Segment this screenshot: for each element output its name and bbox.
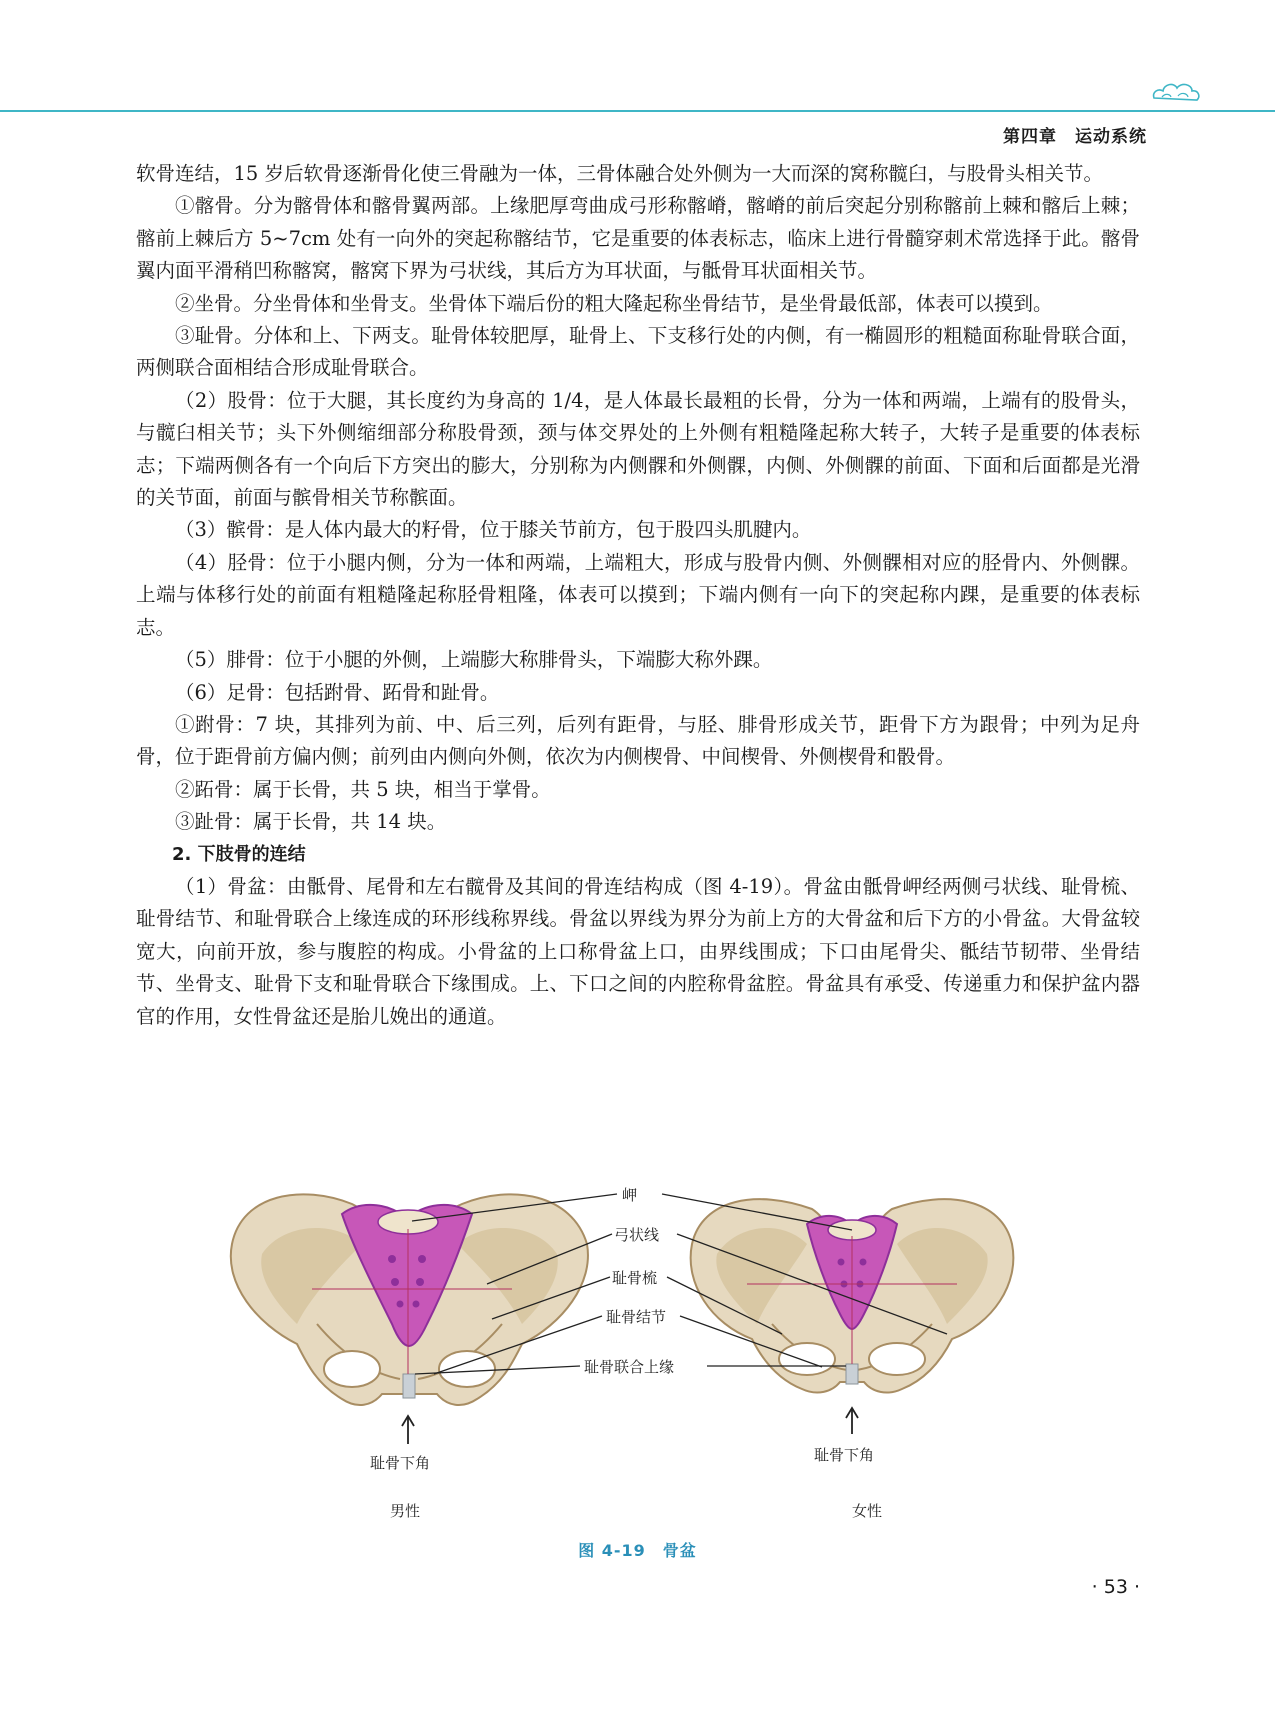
chapter-header: 第四章 运动系统 <box>1003 127 1147 147</box>
label-subpubic-angle-male: 耻骨下角 <box>370 1454 431 1472</box>
figure-caption: 图 4-19 骨盆 <box>578 1541 697 1560</box>
paragraph: ③耻骨。分体和上、下两支。耻骨体较肥厚，耻骨上、下支移行处的内侧，有一椭圆形的粗糙面称耻骨联合面，两侧联合面相结合形成耻骨联合。 <box>136 324 1140 380</box>
paragraph: （4）胫骨：位于小腿内侧，分为一体和两端，上端粗大，形成与股骨内侧、外侧髁相对应的胫骨内、外侧髁。上端与体移行处的前面有粗糙隆起称胫骨粗隆，体表可以摸到；下端内侧有一向下的突起称内踝，是重要的体表标志。 <box>136 550 1140 639</box>
paragraph: ②坐骨。分坐骨体和坐骨支。坐骨体下端后份的粗大隆起称坐骨结节，是坐骨最低部，体表可以摸到。 <box>175 291 1053 315</box>
label-subpubic-angle-female: 耻骨下角 <box>814 1446 875 1464</box>
paragraph: ②跖骨：属于长骨，共 5 块，相当于掌骨。 <box>175 777 551 801</box>
label-pubic-tubercle: 耻骨结节 <box>606 1308 667 1326</box>
paragraph: 软骨连结，15 岁后软骨逐渐骨化使三骨融为一体，三骨体融合处外侧为一大而深的窝称髋臼，与股骨头相关节。 <box>136 162 1104 185</box>
paragraph: （2）股骨：位于大腿，其长度约为身高的 1/4，是人体最长最粗的长骨，分为一体和两端，上端有的股骨头，与髋臼相关节；头下外侧缩细部分称股骨颈，颈与体交界处的上外侧有粗糙隆起称大转子，大转子是重要的体表标志；下端两侧各有一个向后下方突出的膨大，分别称为内侧髁和外侧髁，内侧、外侧髁的前面、下面和后面都是光滑的关节面，前面与髌骨相关节称髌面。 <box>136 388 1140 510</box>
label-male: 男性 <box>390 1502 421 1520</box>
label-symphysis-upper: 耻骨联合上缘 <box>584 1358 675 1376</box>
paragraph: （6）足骨：包括跗骨、跖骨和趾骨。 <box>175 680 500 704</box>
male-pelvis <box>231 1194 588 1444</box>
label-pecten: 耻骨梳 <box>612 1269 658 1287</box>
header-rule <box>0 110 1275 112</box>
cloud-ornament-icon <box>1150 76 1202 106</box>
section-heading: 2. 下肢骨的连结 <box>172 843 306 865</box>
label-promontory: 岬 <box>622 1186 638 1204</box>
label-arcuate-line: 弓状线 <box>614 1226 660 1244</box>
page-number: · 53 · <box>1091 1576 1140 1598</box>
pelvis-figure <box>222 1174 1082 1474</box>
label-female: 女性 <box>852 1502 883 1520</box>
body-text <box>136 158 1140 1033</box>
paragraph: ①髂骨。分为髂骨体和髂骨翼两部。上缘肥厚弯曲成弓形称髂嵴，髂嵴的前后突起分别称髂前上棘和髂后上棘；髂前上棘后方 5~7cm 处有一向外的突起称髂结节，它是重要的体表标志，临床上进行骨髓穿刺术常选择于此。髂骨翼内面平滑稍凹称髂窝，髂窝下界为弓状线，其后方为耳状面，与骶骨耳状面相关节。 <box>136 194 1140 283</box>
paragraph: （1）骨盆：由骶骨、尾骨和左右髋骨及其间的骨连结构成（图 4-19）。骨盆由骶骨岬经两侧弓状线、耻骨梳、耻骨结节、和耻骨联合上缘连成的环形线称界线。骨盆以界线为界分为前上方的大骨盆和后下方的小骨盆。大骨盆较宽大，向前开放，参与腹腔的构成。小骨盆的上口称骨盆上口，由界线围成；下口由尾骨尖、骶结节韧带、坐骨结节、坐骨支、耻骨下支和耻骨联合下缘围成。上、下口之间的内腔称骨盆腔。骨盆具有承受、传递重力和保护盆内器官的作用，女性骨盆还是胎儿娩出的通道。 <box>136 874 1140 1028</box>
paragraph: （5）腓骨：位于小腿的外侧，上端膨大称腓骨头，下端膨大称外踝。 <box>175 648 773 672</box>
female-pelvis <box>691 1199 1014 1434</box>
paragraph: ③趾骨：属于长骨，共 14 块。 <box>175 810 447 834</box>
paragraph: ①跗骨：7 块，其排列为前、中、后三列，后列有距骨，与胫、腓骨形成关节，距骨下方为跟骨；中列为足舟骨，位于距骨前方偏内侧；前列由内侧向外侧，依次为内侧楔骨、中间楔骨、外侧楔骨和骰骨。 <box>136 712 1140 769</box>
paragraph: （3）髌骨：是人体内最大的籽骨，位于膝关节前方，包于股四头肌腱内。 <box>175 518 812 542</box>
